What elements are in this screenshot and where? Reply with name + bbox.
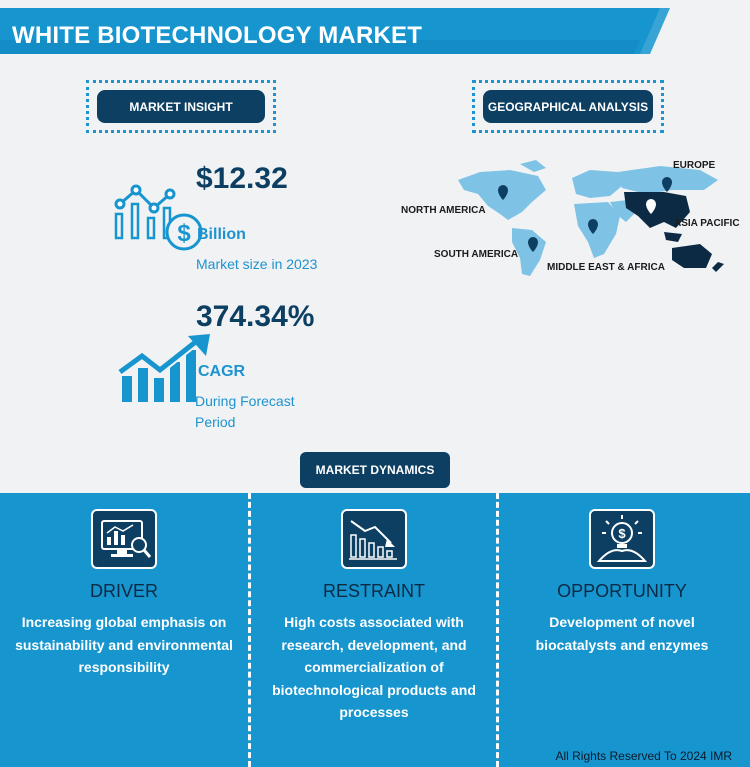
declining-bar-chart-icon [341,509,407,569]
cagr-value: 374.34% [196,300,315,333]
driver-column [0,493,248,767]
svg-text:$: $ [177,220,191,247]
driver-text: Increasing global emphasis on sustainability and environmental responsibility [15,614,233,675]
market-dynamics-label: MARKET DYNAMICS [300,452,450,488]
restraint-column [250,493,498,767]
svg-text:$: $ [618,526,626,541]
market-insight-frame [86,80,276,133]
region-label-europe: EUROPE [673,160,716,171]
cagr-label: CAGR [198,363,246,380]
geographical-analysis-frame [472,80,664,133]
opportunity-title: OPPORTUNITY [557,581,687,601]
market-insight-label: MARKET INSIGHT [97,90,265,123]
region-label-middle-east-africa: MIDDLE EAST & AFRICA [547,262,665,273]
region-label-north-america: NORTH AMERICA [401,205,486,216]
region-label-asia-pacific: ASIA PACIFIC [674,218,740,229]
africa-shape [574,202,620,258]
market-size-description: Market size in 2023 [196,256,318,272]
europe-shape [572,170,622,198]
region-label-south-america: SOUTH AMERICA [434,249,519,260]
opportunity-column [498,493,746,767]
driver-title: DRIVER [89,581,158,601]
monitor-analytics-icon [91,509,157,569]
opportunity-text: Development of novel biocatalysts and enzymes [535,614,709,653]
restraint-text: High costs associated with research, development, and commercialization of biotechnological products and processes [272,614,476,720]
header-banner [0,8,670,54]
page-title: WHITE BIOTECHNOLOGY MARKET [12,22,423,49]
copyright-notice: All Rights Reserved To 2024 IMR [555,749,732,763]
geographical-analysis-label: GEOGRAPHICAL ANALYSIS [483,90,653,123]
cagr-description-line1: During Forecast [195,393,295,409]
restraint-title: RESTRAINT [322,581,425,601]
market-size-value: $12.32 [196,162,288,195]
cagr-description-line2: Period [195,414,236,430]
dollar-lightbulb-icon [589,509,655,569]
market-size-unit: Billion [197,226,246,243]
market-dynamics-panel [0,493,750,767]
